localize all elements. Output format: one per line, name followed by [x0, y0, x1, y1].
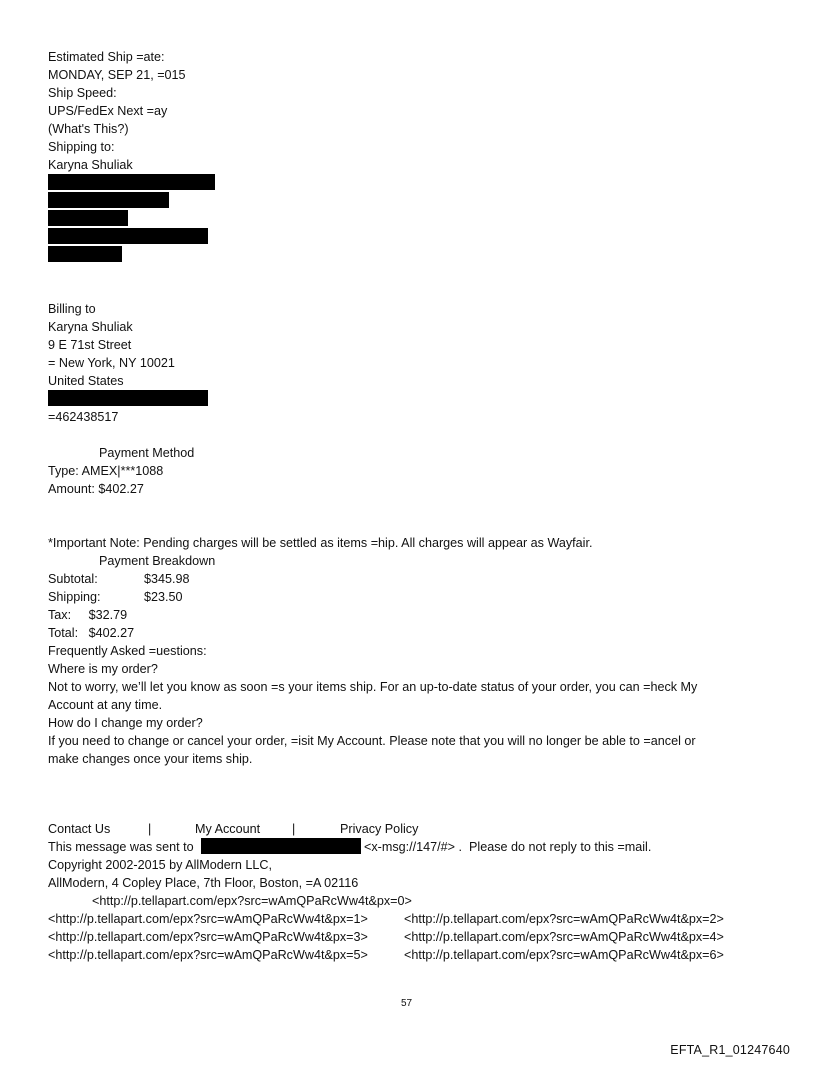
subtotal-label: Subtotal: [48, 572, 98, 586]
redaction-box [48, 246, 122, 262]
faq-question: Where is my order? [48, 662, 158, 676]
tracking-link[interactable]: <http://p.tellapart.com/epx?src=wAmQPaRcWw4t&px=6> [404, 948, 724, 962]
document-id: EFTA_R1_01247640 [670, 1043, 790, 1057]
sent-to-suffix: <x-msg://147/#> . Please do not reply to this =mail. [364, 840, 652, 854]
contact-us-link[interactable]: Contact Us [48, 822, 111, 836]
ship-speed-value: UPS/FedEx Next =ay [48, 104, 168, 118]
payment-method-title: Payment Method [99, 446, 195, 460]
faq-answer: Account at any time. [48, 698, 163, 712]
faq-question: How do I change my order? [48, 716, 203, 730]
billing-to-label: Billing to [48, 302, 96, 316]
shipping-cost-value: $23.50 [144, 590, 183, 604]
my-account-link[interactable]: My Account [195, 822, 261, 836]
copyright: Copyright 2002-2015 by AllModern LLC, [48, 858, 273, 872]
tracking-link[interactable]: <http://p.tellapart.com/epx?src=wAmQPaRcWw4t&px=3> [48, 930, 368, 944]
company-address: AllModern, 4 Copley Place, 7th Floor, Boston, =A 02116 [48, 876, 359, 890]
footer-separator: | [148, 822, 152, 836]
billing-street: 9 E 71st Street [48, 338, 132, 352]
billing-phone: =462438517 [48, 410, 119, 424]
faq-answer: make changes once your items ship. [48, 752, 253, 766]
tracking-link[interactable]: <http://p.tellapart.com/epx?src=wAmQPaRcWw4t&px=2> [404, 912, 724, 926]
redaction-box [48, 228, 208, 244]
sent-to-text: This message was sent to [48, 840, 194, 854]
payment-amount: Amount: $402.27 [48, 482, 144, 496]
redaction-box [48, 174, 215, 190]
payment-breakdown-title: Payment Breakdown [99, 554, 216, 568]
whats-this-link[interactable]: (What's This?) [48, 122, 129, 136]
important-note: *Important Note: Pending charges will be settled as items =hip. All charges will appear as Wayfair. [48, 536, 593, 550]
ship-speed-label: Ship Speed: [48, 86, 117, 100]
tracking-link[interactable]: <http://p.tellapart.com/epx?src=wAmQPaRcWw4t&px=1> [48, 912, 368, 926]
privacy-policy-link[interactable]: Privacy Policy [340, 822, 419, 836]
tax-line: Tax: $32.79 [48, 608, 128, 622]
shipping-name: Karyna Shuliak [48, 158, 133, 172]
faq-answer: Not to worry, we’ll let you know as soon =s your items ship. For an up-to-date status of your order, you can =heck My [48, 680, 698, 694]
faq-title: Frequently Asked =uestions: [48, 644, 207, 658]
total-line: Total: $402.27 [48, 626, 135, 640]
billing-country: United States [48, 374, 124, 388]
tracking-link[interactable]: <http://p.tellapart.com/epx?src=wAmQPaRcWw4t&px=0> [92, 894, 412, 908]
ship-date-value: MONDAY, SEP 21, =015 [48, 68, 186, 82]
footer-separator: | [292, 822, 296, 836]
billing-name: Karyna Shuliak [48, 320, 133, 334]
payment-type: Type: AMEX|***1088 [48, 464, 164, 478]
redaction-box [201, 838, 361, 854]
tracking-link[interactable]: <http://p.tellapart.com/epx?src=wAmQPaRcWw4t&px=4> [404, 930, 724, 944]
subtotal-value: $345.98 [144, 572, 190, 586]
redaction-box [48, 390, 208, 406]
redaction-box [48, 210, 128, 226]
shipping-cost-label: Shipping: [48, 590, 101, 604]
redaction-box [48, 192, 169, 208]
tracking-link[interactable]: <http://p.tellapart.com/epx?src=wAmQPaRcWw4t&px=5> [48, 948, 368, 962]
billing-city: = New York, NY 10021 [48, 356, 175, 370]
ship-date-label: Estimated Ship =ate: [48, 50, 165, 64]
shipping-to-label: Shipping to: [48, 140, 115, 154]
page-number: 57 [401, 998, 413, 1009]
faq-answer: If you need to change or cancel your order, =isit My Account. Please note that you will no longer be able to =ancel or [48, 734, 696, 748]
